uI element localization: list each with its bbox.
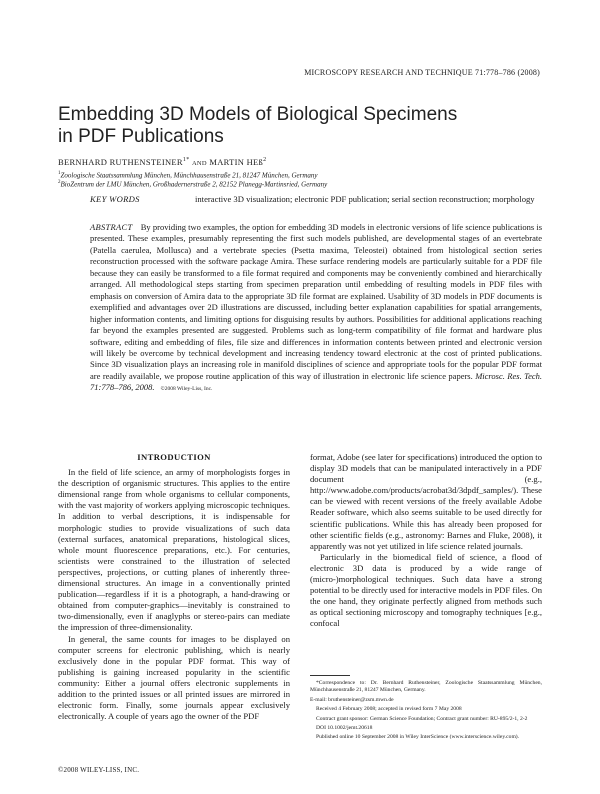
body-column-right — [310, 452, 542, 630]
abstract-copyright: ©2008 Wiley-Liss, Inc. — [160, 386, 213, 393]
running-head: MICROSCOPY RESEARCH AND TECHNIQUE 71:778–786 (2008) — [304, 68, 540, 77]
author-2: MARTIN HEß — [209, 157, 264, 167]
abstract-block — [90, 222, 542, 396]
affiliation-2-sup: 2 — [58, 180, 61, 185]
author-1-sup: 1* — [182, 157, 190, 164]
affiliation-2-text: BioZentrum der LMU München, Großhadernerstraße 2, 82152 Planegg-Martinsried, Germany — [60, 180, 328, 189]
affiliation-2 — [58, 178, 538, 189]
keywords-block — [90, 194, 542, 205]
body-paragraph: In the field of life science, an army of morphologists forges in the description of organismic structures. This applies to the entire dimensional range from whole organisms to cellular components, with the vast majority of workers applying microscopic techniques. In addition to verbal descriptions, it is indispensable for morphologic studies to provide visualizations of such data (external surfaces, anatomical preparations, histological slices, whole mount fluorescence preparations, etc.). For centuries, scientists were constrained to the illustration of selected perspectives, projections, or cutting planes of inherently three-dimensional structures. An image in a conventionally printed publication—regardless if it is a photograph, a hand-drawing or obtained from computer-graphics—inevitably is constrained to two-dimensionally, even if anaglyphs or stereo-pairs can mediate the impression of three-dimensionality. — [58, 467, 290, 633]
keywords-text: interactive 3D visualization; electronic PDF publication; serial section reconstruction; morphology — [195, 194, 535, 204]
body-paragraph: In general, the same counts for images to be displayed on computer screens for electronic publishing, which is nearly exclusively done in the popular PDF format. This way of publishing is gaining increased popularity in the scientific community: Either a journal offers electronic supplements in addition to the printed issues or all printed issues are mirrored in electronic form. Finally, some journals appear exclusively electronically. A couple of years ago the owner of the PDF — [58, 633, 290, 722]
footnote-sponsor: Contract grant sponsor: German Science Foundation; Contract grant number: RU-895/2-1, 2-2 — [316, 715, 528, 722]
abstract-text: By providing two examples, the option for embedding 3D models in electronic versions of life science publications is presented. These examples, presumably representing the first such models published, are developmental stages of an evertebrate (Patella caerulea, Mollusca) and a vertebrate species (Psetta maxima, Teleostei) obtained from histological section series reconstruction processed with the software package Amira. These surface rendering models are particularly suitable for a PDF file because they can easily be transformed to a file format required and components may be conveniently combined and hierarchically arranged. All methodological steps starting from specimen preparation until embedding of resulting models in PDF files with emphasis on conversion of Amira data to the appropriate 3D file format are explained. Usability of 3D models in PDF documents is exemplified and advantages over 2D illustrations are discussed, including better explanation capabilities for spatial arrangements, higher information contents, and limiting options for disguising results by authors. Possibilities for additional applications reaching far beyond the examples presented are suggested. Problems such as long-term compatibility of file format and hardware plus software, editing and embedding of files, file size and differences in information contents between printed and electronic version will likely be overcome by technical development and increasing tendency toward electronic at the cost of printed publications. Since 3D visualization plays an increasing role in manifold disciplines of science and appropriate tools for the popular PDF format are readily available, we propose routine application of this way of illustration in electronic life science papers. — [90, 222, 543, 381]
affiliation-1-sup: 1 — [58, 171, 61, 176]
paper-title — [58, 104, 478, 148]
author-1: BERNHARD RUTHENSTEINER — [58, 157, 183, 167]
title-line-1: Embedding 3D Models of Biological Specimens — [58, 104, 458, 125]
footnote-correspondence: *Correspondence to: Dr. Bernhard Ruthensteiner, Zoologische Staatssammlung München, Münchhausenstraße 21, 81247 München, Germany. — [310, 680, 542, 694]
body-column-left — [58, 452, 290, 722]
section-heading-introduction: INTRODUCTION — [137, 452, 211, 462]
abstract-label: ABSTRACT — [90, 222, 133, 232]
footnote-published: Published online 10 September 2008 in Wiley InterScience (www.interscience.wiley.com). — [316, 734, 520, 741]
author-2-sup: 2 — [263, 157, 267, 164]
footnotes — [310, 675, 542, 744]
footnote-email: E-mail: bruthensteiner@zsm.mwn.de — [310, 696, 394, 703]
keywords-label: KEY WORDS — [90, 194, 140, 204]
title-line-2: in PDF Publications — [58, 126, 224, 147]
body-paragraph: Particularly in the biomedical field of science, a flood of electronic 3D data is produced by a wide range of (micro-)morphological techniques. Such data have a strong potential to be directly used for interactive models in PDF files. On the one hand, they originate perfectly aligned from methods such as optical sectioning microscopy and tomography techniques [e.g., confocal — [310, 551, 542, 629]
footnote-doi: DOI 10.1002/jemt.20618 — [316, 725, 373, 732]
page-copyright: ©2008 WILEY-LISS, INC. — [58, 766, 140, 774]
author-and: AND — [191, 160, 207, 167]
footnote-received: Received 4 February 2008; accepted in revised form 7 May 2008 — [316, 706, 462, 713]
affiliation-1-text: Zoologische Staatssammlung München, Münchhausenstraße 21, 81247 München, Germany — [60, 171, 318, 180]
author-list — [58, 157, 538, 167]
footnote-rule — [310, 675, 350, 676]
body-paragraph: format, Adobe (see later for specifications) introduced the option to display 3D models that can be manipulated interactively in a PDF document (e.g., http://www.adobe.com/products/acrobat3d/3dpdf_samples/). These can be viewed with recent versions of the freely available Adobe Reader software, which also seems suitable to be used directly for scientific publications. While this has already been proposed for other scientific fields (e.g., astronomy: Barnes and Fluke, 2008), it apparently was not yet utilized in life science related journals. — [310, 452, 542, 551]
abstract-citation: Microsc. Res. Tech. 71:778–786, 2008. — [90, 370, 543, 393]
